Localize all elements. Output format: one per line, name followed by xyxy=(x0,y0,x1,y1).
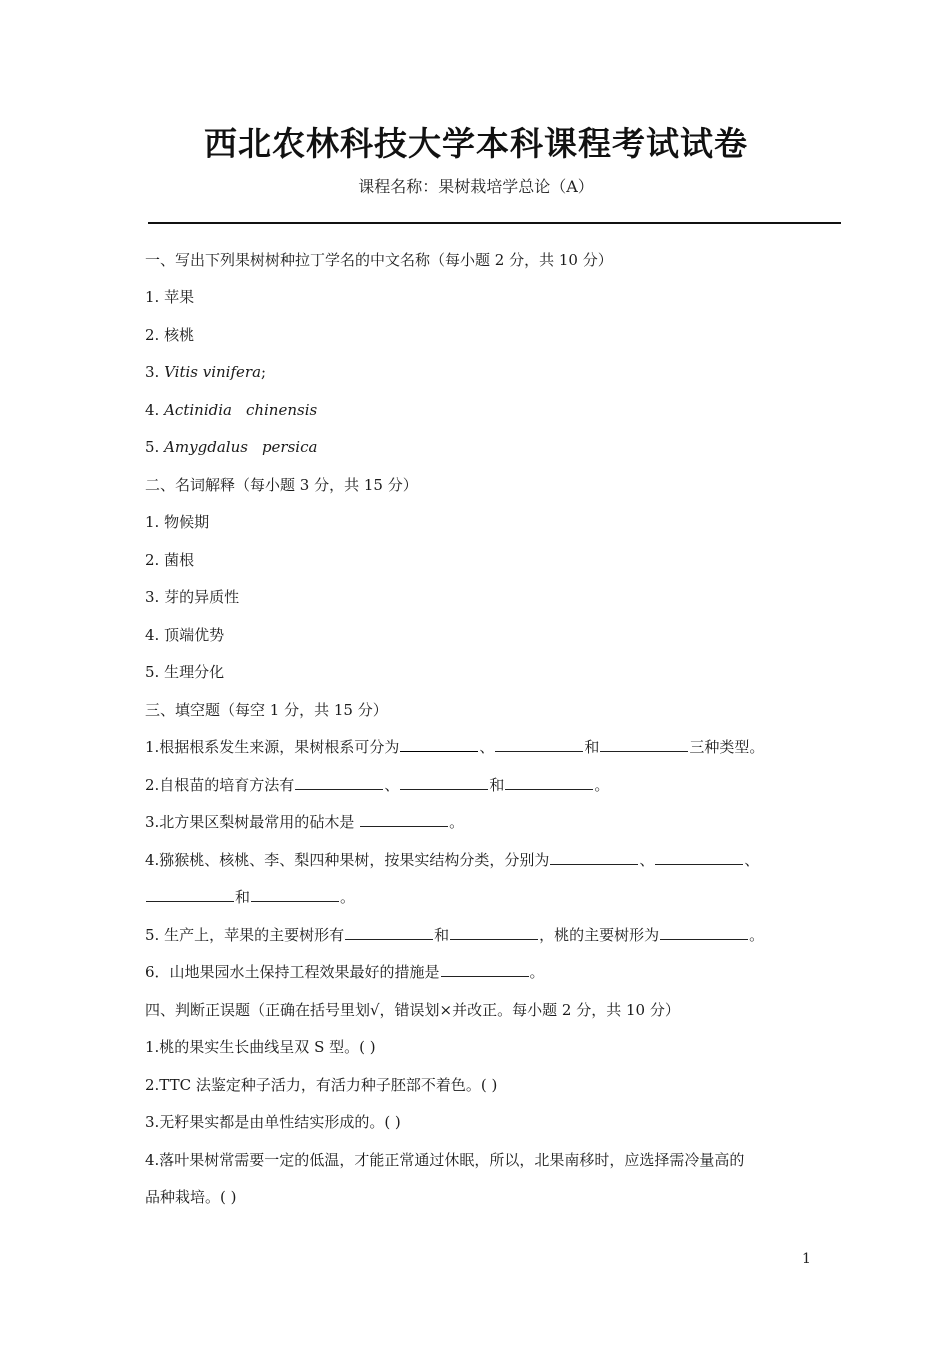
s3-q1-and: 和 xyxy=(584,738,600,756)
s3-q5-end: 。 xyxy=(749,926,765,944)
s3-q6-text: 6．山地果园水土保持工程效果最好的措施是 xyxy=(145,963,440,981)
answer-blank[interactable] xyxy=(360,812,448,827)
s1-q3-tail: ; xyxy=(261,363,267,381)
s3-q4-sep: 、 xyxy=(639,851,655,869)
s3-q2-text: 2.自根苗的培育方法有 xyxy=(145,776,295,794)
section-2-heading: 二、名词解释（每小题 3 分，共 15 分） xyxy=(145,476,418,494)
s1-question-1: 1. 苹果 xyxy=(145,288,195,306)
section-3-heading: 三、填空题（每空 1 分，共 15 分） xyxy=(145,701,388,719)
s3-q5-mid: ，桃的主要树形为 xyxy=(539,926,660,944)
course-name: 课程名称：果树栽培学总论（A） xyxy=(358,177,594,196)
s2-question-1: 1. 物候期 xyxy=(145,513,210,531)
s3-q5-text: 5. 生产上，苹果的主要树形有 xyxy=(145,926,345,944)
s3-q2-end: 。 xyxy=(594,776,610,794)
s1-question-4 xyxy=(145,400,317,420)
s4-question-2: 2.TTC 法鉴定种子活力，有活力种子胚部不着色。( ) xyxy=(145,1076,498,1094)
s3-question-3 xyxy=(145,812,464,832)
s1-question-5 xyxy=(145,437,317,457)
s3-q2-sep: 、 xyxy=(384,776,400,794)
s3-q1-sep: 、 xyxy=(479,738,495,756)
s4-question-3: 3.无籽果实都是由单性结实形成的。( ) xyxy=(145,1113,401,1131)
exam-title: 西北农林科技大学本科课程考试试卷 xyxy=(204,124,748,163)
s4-question-1: 1.桃的果实生长曲线呈双 S 型。( ) xyxy=(145,1038,376,1056)
s1-q5-genus: Amygdalus xyxy=(164,438,248,456)
s1-q4-species: chinensis xyxy=(245,401,318,419)
answer-blank[interactable] xyxy=(345,925,433,940)
section-4-heading: 四、判断正误题（正确在括号里划√，错误划×并改正。每小题 2 分，共 10 分） xyxy=(145,1001,680,1019)
s3-q4-end: 。 xyxy=(340,888,356,906)
answer-blank[interactable] xyxy=(400,775,488,790)
answer-blank[interactable] xyxy=(400,737,478,752)
s3-q6-end: 。 xyxy=(529,963,545,981)
s2-question-2: 2. 菌根 xyxy=(145,551,195,569)
s1-q5-number: 5. xyxy=(145,438,165,456)
s1-q4-genus: Actinidia xyxy=(164,401,232,419)
s3-q4-text: 4.猕猴桃、核桃、李、梨四种果树，按果实结构分类，分别为 xyxy=(145,851,550,869)
s1-question-3 xyxy=(145,362,266,382)
s3-q3-text: 3.北方果区梨树最常用的砧木是 xyxy=(145,813,360,831)
s1-q5-species: persica xyxy=(261,438,318,456)
s2-question-4: 4. 顶端优势 xyxy=(145,626,225,644)
answer-blank[interactable] xyxy=(146,887,234,902)
s3-question-5 xyxy=(145,925,764,945)
section-1-heading: 一、写出下列果树树种拉丁学名的中文名称（每小题 2 分，共 10 分） xyxy=(145,251,613,269)
s3-question-4 xyxy=(145,850,759,870)
answer-blank[interactable] xyxy=(251,887,339,902)
s3-q4-sep: 、 xyxy=(744,851,760,869)
s1-q3-latin-name: Vitis vinifera xyxy=(164,363,262,381)
s3-q1-end: 三种类型。 xyxy=(689,738,765,756)
answer-blank[interactable] xyxy=(441,962,529,977)
s3-q4-and: 和 xyxy=(235,888,251,906)
page-number: 1 xyxy=(802,1251,811,1267)
s2-question-5: 5. 生理分化 xyxy=(145,663,225,681)
s4-question-4: 4.落叶果树常需要一定的低温，才能正常通过休眠，所以，北果南移时，应选择需冷量高的 xyxy=(145,1151,745,1169)
s3-q1-text: 1.根据根系发生来源，果树根系可分为 xyxy=(145,738,400,756)
answer-blank[interactable] xyxy=(655,850,743,865)
answer-blank[interactable] xyxy=(600,737,688,752)
s1-q3-number: 3. xyxy=(145,363,165,381)
s1-q4-number: 4. xyxy=(145,401,165,419)
s3-question-4-cont xyxy=(145,887,355,907)
answer-blank[interactable] xyxy=(450,925,538,940)
s4-question-4-cont: 品种栽培。( ) xyxy=(145,1188,237,1206)
s3-q5-and: 和 xyxy=(434,926,450,944)
s2-question-3: 3. 芽的异质性 xyxy=(145,588,240,606)
s3-question-2 xyxy=(145,775,609,795)
answer-blank[interactable] xyxy=(505,775,593,790)
header-divider xyxy=(148,222,841,224)
s3-q3-end: 。 xyxy=(449,813,465,831)
s3-question-1 xyxy=(145,737,764,757)
s3-q2-and: 和 xyxy=(489,776,505,794)
s1-question-2: 2. 核桃 xyxy=(145,326,195,344)
answer-blank[interactable] xyxy=(295,775,383,790)
s3-question-6 xyxy=(145,962,545,982)
answer-blank[interactable] xyxy=(550,850,638,865)
answer-blank[interactable] xyxy=(495,737,583,752)
answer-blank[interactable] xyxy=(660,925,748,940)
